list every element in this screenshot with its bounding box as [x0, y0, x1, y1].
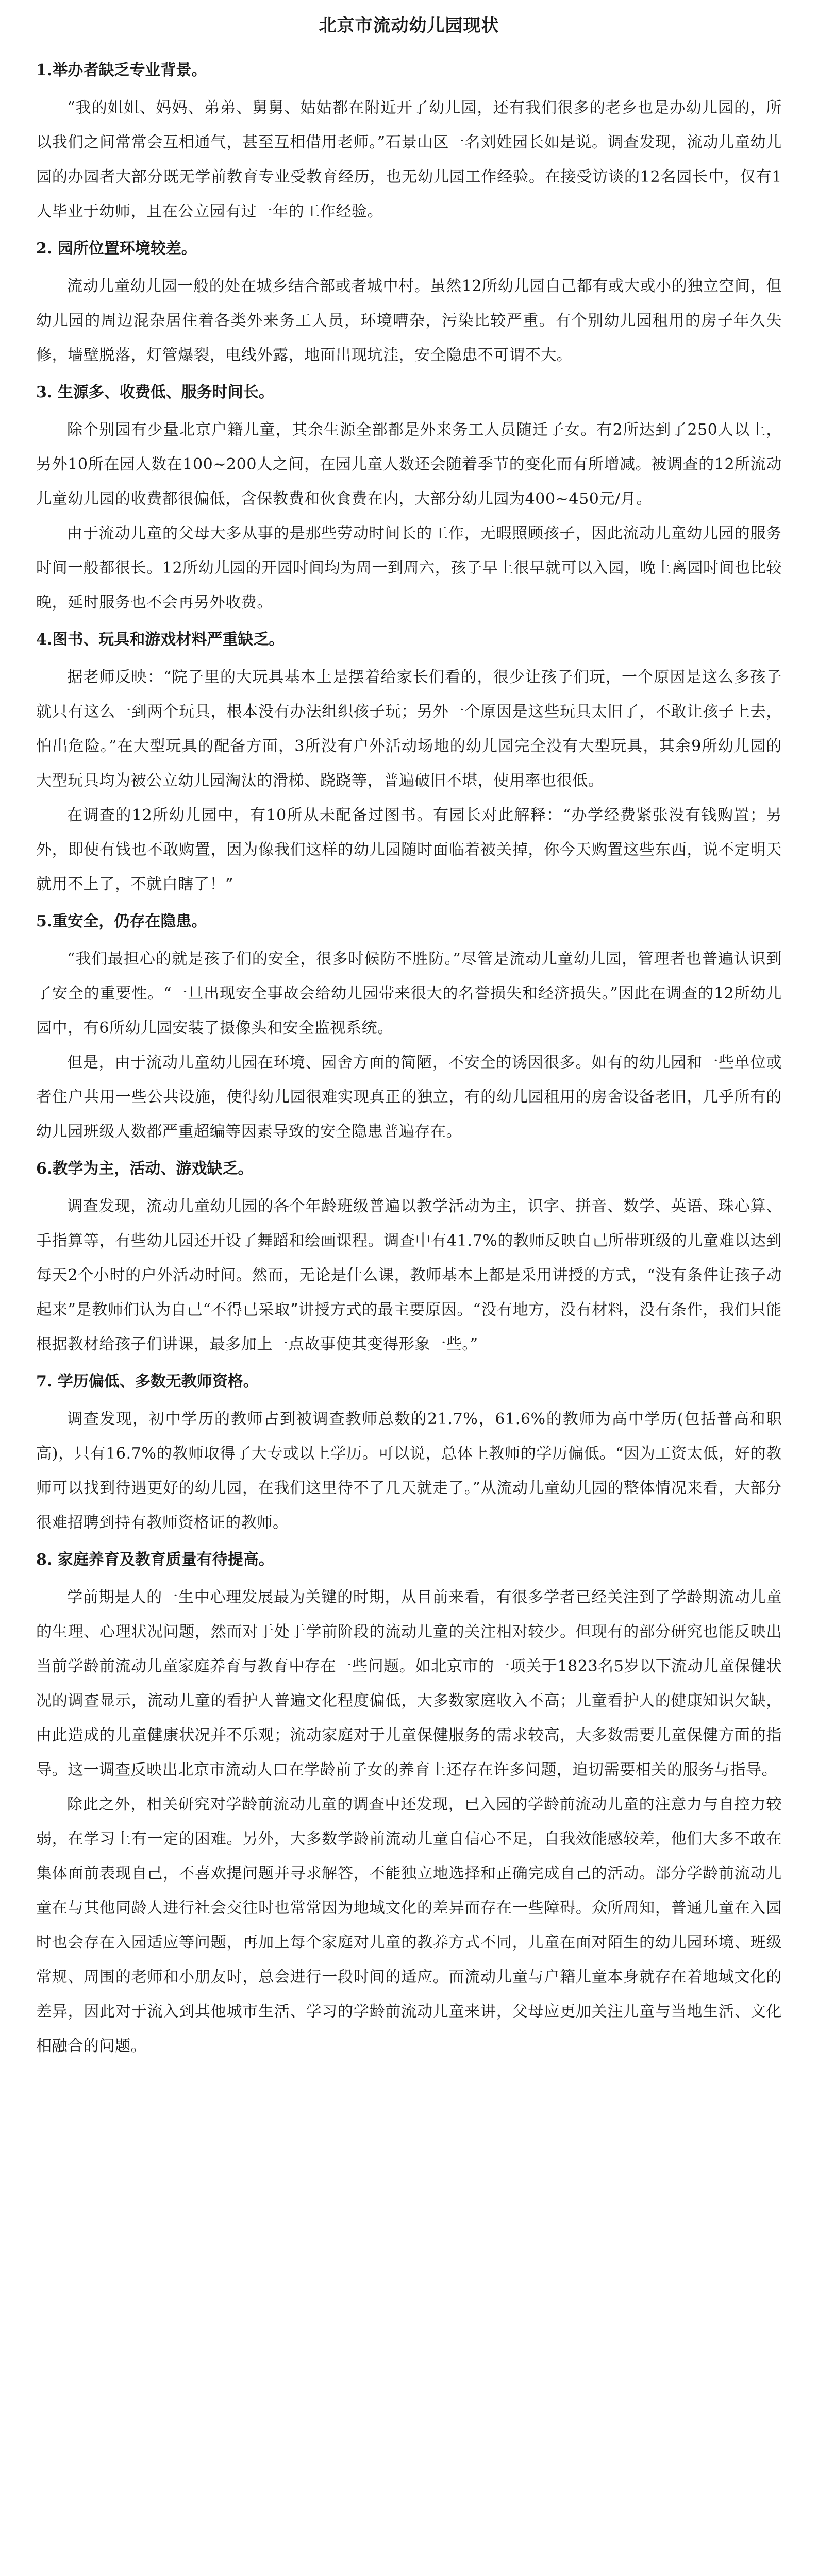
page-title: 北京市流动幼儿园现状	[319, 15, 499, 36]
section-5	[36, 911, 782, 1149]
section-heading: 7. 学历偏低、多数无教师资格。	[36, 1372, 259, 1391]
paragraph: 除此之外，相关研究对学龄前流动儿童的调查中还发现，已入园的学龄前流动儿童的注意力与自控力较弱，在学习上有一定的困难。另外，大多数学龄前流动儿童自信心不足，自我效能感较差，他们大多不敢在集体面前表现自己，不喜欢提问题并寻求解答，不能独立地选择和正确完成自己的活动。部分学龄前流动儿童在与其他同龄人进行社会交往时也常常因为地域文化的差异而存在一些障碍。众所周知，普通儿童在入园时也会存在入园适应等问题，再加上每个家庭对儿童的教养方式不同，儿童在面对陌生的幼儿园环境、班级常规、周围的老师和小朋友时，总会进行一段时间的适应。而流动儿童与户籍儿童本身就存在着地域文化的差异，因此对于流入到其他城市生活、学习的学龄前流动儿童来讲，父母应更加关注儿童与当地生活、文化相融合的问题。	[36, 1795, 782, 2055]
section-6	[36, 1158, 782, 1362]
section-4	[36, 629, 782, 902]
section-2	[36, 238, 782, 372]
section-heading: 5.重安全，仍存在隐患。	[36, 912, 207, 930]
section-heading: 6.教学为主，活动、游戏缺乏。	[36, 1160, 254, 1178]
section-heading: 3. 生源多、收费低、服务时间长。	[36, 383, 274, 401]
paragraph: 学前期是人的一生中心理发展最为关键的时期，从目前来看，有很多学者已经关注到了学龄期流动儿童的生理、心理状况问题，然而对于处于学前阶段的流动儿童的关注相对较少。但现有的部分研究也能反映出当前学龄前流动儿童家庭养育与教育中存在一些问题。如北京市的一项关于1823名5岁以下流动儿童保健状况的调查显示，流动儿童的看护人普遍文化程度偏低，大多数家庭收入不高；儿童看护人的健康知识欠缺，由此造成的儿童健康状况并不乐观；流动家庭对于儿童保健服务的需求较高，大多数需要儿童保健方面的指导。这一调查反映出北京市流动人口在学龄前子女的养育上还存在许多问题，迫切需要相关的服务与指导。	[36, 1588, 782, 1779]
paragraph: 由于流动儿童的父母大多从事的是那些劳动时间长的工作，无暇照顾孩子，因此流动儿童幼儿园的服务时间一般都很长。12所幼儿园的开园时间均为周一到周六，孩子早上很早就可以入园，晚上离园时间也比较晚，延时服务也不会再另外收费。	[36, 524, 782, 612]
section-heading: 1.举办者缺乏专业背景。	[36, 61, 207, 79]
document-body	[36, 60, 782, 2063]
paragraph: “我们最担心的就是孩子们的安全，很多时候防不胜防。”尽管是流动儿童幼儿园，管理者也普遍认识到了安全的重要性。“一旦出现安全事故会给幼儿园带来很大的名誉损失和经济损失。”因此在调查的12所幼儿园中，有6所幼儿园安装了摄像头和安全监视系统。	[36, 950, 782, 1037]
paragraph: 调查发现，初中学历的教师占到被调查教师总数的21.7%，61.6%的教师为高中学历(包括普高和职高)，只有16.7%的教师取得了大专或以上学历。可以说，总体上教师的学历偏低。“因为工资太低，好的教师可以找到待遇更好的幼儿园，在我们这里待不了几天就走了。”从流动儿童幼儿园的整体情况来看，大部分很难招聘到持有教师资格证的教师。	[36, 1410, 782, 1532]
section-heading: 2. 园所位置环境较差。	[36, 240, 197, 258]
paragraph: 据老师反映：“院子里的大玩具基本上是摆着给家长们看的，很少让孩子们玩，一个原因是这么多孩子就只有这么一到两个玩具，根本没有办法组织孩子玩；另外一个原因是这些玩具太旧了，不敢让孩子上去，怕出危险。”在大型玩具的配备方面，3所没有户外活动场地的幼儿园完全没有大型玩具，其余9所幼儿园的大型玩具均为被公立幼儿园淘汰的滑梯、跷跷等，普遍破旧不堪，使用率也很低。	[36, 668, 782, 790]
paragraph: 但是，由于流动儿童幼儿园在环境、园舍方面的简陋，不安全的诱因很多。如有的幼儿园和一些单位或者住户共用一些公共设施，使得幼儿园很难实现真正的独立，有的幼儿园租用的房舍设备老旧，几乎所有的幼儿园班级人数都严重超编等因素导致的安全隐患普遍存在。	[36, 1054, 782, 1141]
paragraph: 调查发现，流动儿童幼儿园的各个年龄班级普遍以教学活动为主，识字、拼音、数学、英语、珠心算、手指算等，有些幼儿园还开设了舞蹈和绘画课程。调查中有41.7%的教师反映自己所带班级的儿童难以达到每天2个小时的户外活动时间。然而，无论是什么课，教师基本上都是采用讲授的方式，“没有条件让孩子动起来”是教师们认为自己“不得已采取”讲授方式的最主要原因。“没有地方，没有材料，没有条件，我们只能根据教材给孩子们讲课，最多加上一点故事使其变得形象一些。”	[36, 1197, 782, 1353]
paragraph: 流动儿童幼儿园一般的处在城乡结合部或者城中村。虽然12所幼儿园自己都有或大或小的独立空间，但幼儿园的周边混杂居住着各类外来务工人员，环境嘈杂，污染比较严重。有个别幼儿园租用的房子年久失修，墙壁脱落，灯管爆裂，电线外露，地面出现坑洼，安全隐患不可谓不大。	[36, 277, 782, 364]
section-heading: 8. 家庭养育及教育质量有待提高。	[36, 1551, 274, 1569]
section-7	[36, 1371, 782, 1540]
section-heading: 4.图书、玩具和游戏材料严重缺乏。	[36, 631, 285, 649]
paragraph: “我的姐姐、妈妈、弟弟、舅舅、姑姑都在附近开了幼儿园，还有我们很多的老乡也是办幼儿园的，所以我们之间常常会互相通气，甚至互相借用老师。”石景山区一名刘姓园长如是说。调查发现，流动儿童幼儿园的办园者大部分既无学前教育专业受教育经历，也无幼儿园工作经验。在接受访谈的12名园长中，仅有1人毕业于幼师，且在公立园有过一年的工作经验。	[36, 99, 782, 221]
section-1	[36, 60, 782, 229]
paragraph: 除个别园有少量北京户籍儿童，其余生源全部都是外来务工人员随迁子女。有2所达到了250人以上，另外10所在园人数在100~200人之间，在园儿童人数还会随着季节的变化而有所增减。被调查的12所流动儿童幼儿园的收费都很偏低，含保教费和伙食费在内，大部分幼儿园为400~450元/月。	[36, 421, 782, 508]
section-8	[36, 1549, 782, 2063]
section-3	[36, 382, 782, 620]
paragraph: 在调查的12所幼儿园中，有10所从未配备过图书。有园长对此解释：“办学经费紧张没有钱购置；另外，即使有钱也不敢购置，因为像我们这样的幼儿园随时面临着被关掉，你今天购置这些东西，说不定明天就用不上了，不就白瞎了！”	[36, 806, 782, 893]
